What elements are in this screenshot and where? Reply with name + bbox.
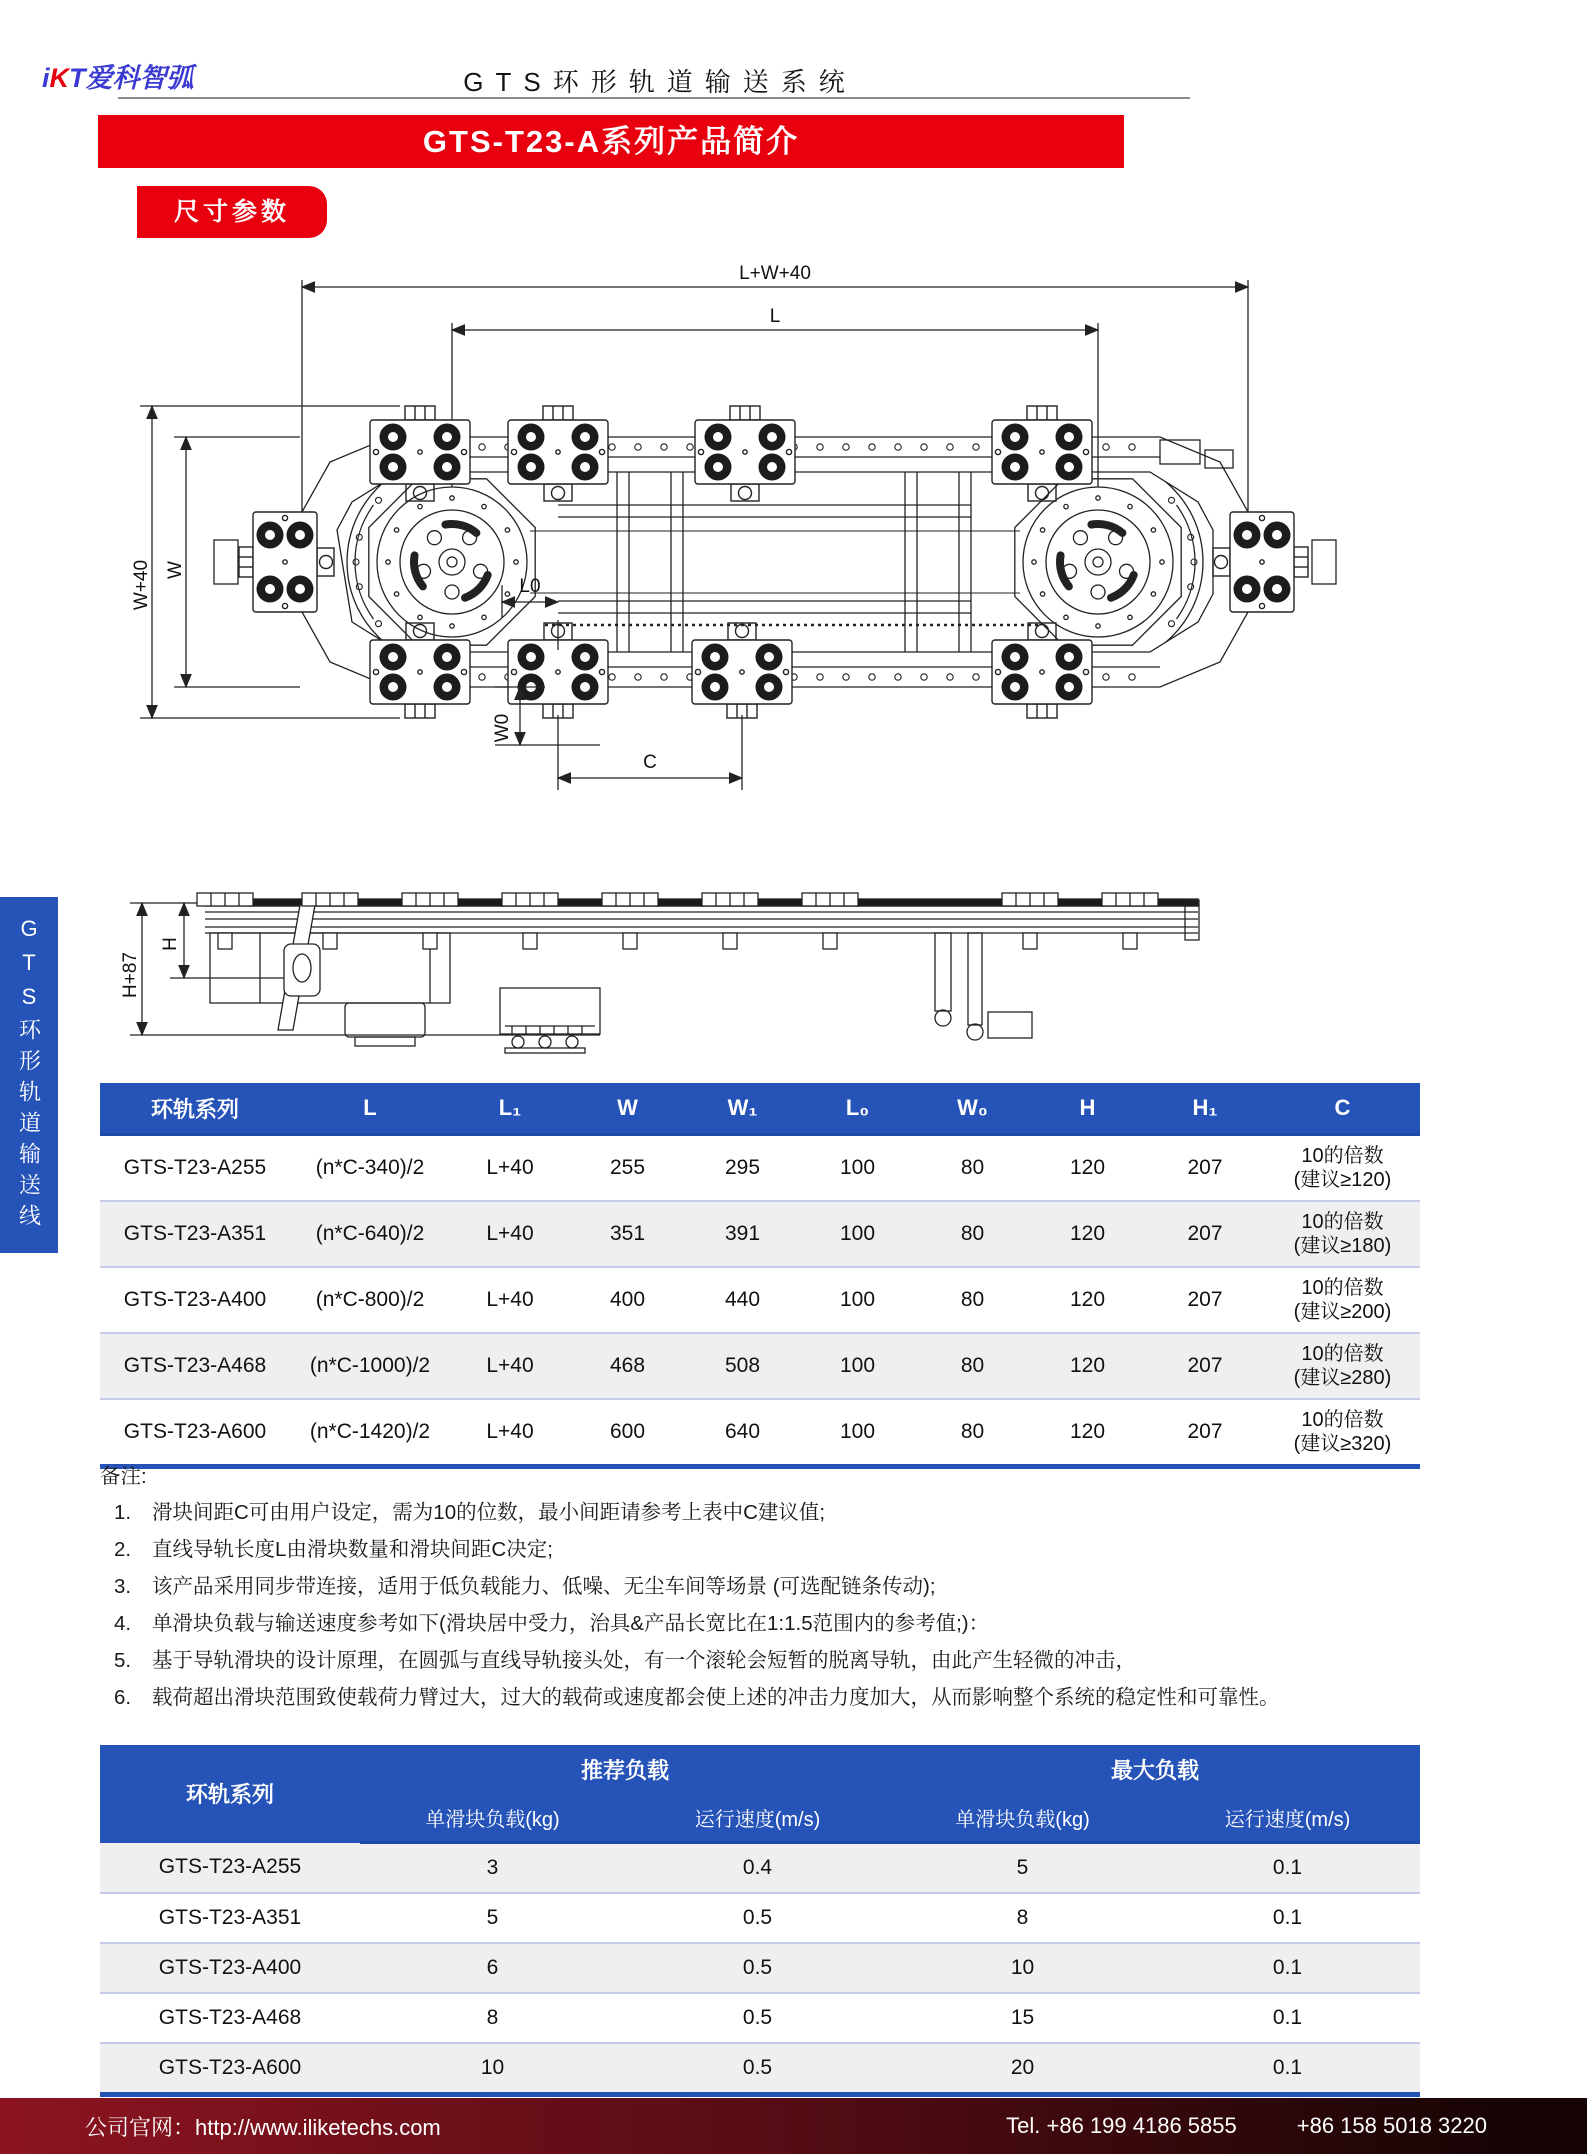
cell: (n*C-640)/2 [290,1201,450,1267]
header-divider [118,97,1190,99]
dim-label-w: W [165,561,186,579]
c-line2: (建议≥120) [1293,1169,1392,1191]
note-item [100,1679,1480,1716]
c-line1: 10的倍数 [1301,1277,1384,1299]
cell: (n*C-340)/2 [315,1156,425,1179]
table-row [100,1893,1420,1943]
cell-series: GTS-T23-A468 [100,1993,360,2043]
cell: 0.1 [1272,1856,1303,1879]
cell-series: GTS-T23-A468 [100,1333,290,1399]
col-header: C [1265,1083,1420,1135]
col-header: W₀ [915,1083,1030,1135]
note-item [100,1494,1480,1531]
cell: 0.5 [625,1893,890,1943]
col-header-series: 环轨系列 [100,1745,360,1843]
note-number: 5. [114,1649,132,1672]
cell: 10 [890,1943,1155,1993]
note-item [100,1642,1480,1679]
cell: 80 [915,1399,1030,1467]
note-item [100,1568,1480,1605]
cell: (n*C-800)/2 [290,1267,450,1333]
cell: 80 [915,1267,1030,1333]
table-row [100,1135,1420,1202]
cell: 508 [685,1333,800,1399]
note-number: 1. [114,1501,132,1524]
cell-series: GTS-T23-A351 [100,1893,360,1943]
cell: 0.5 [625,2043,890,2095]
cell: (n*C-1420)/2 [290,1399,450,1467]
logo-letter-i: i [42,63,50,93]
note-text: 载荷超出滑块范围致使载荷力臂过大，过大的载荷或速度都会使上述的冲击力度加大，从而影响整个系统的稳定性和可靠性。 [152,1686,1280,1709]
table-row [100,1399,1420,1467]
cell: 100 [800,1399,915,1467]
cell: 640 [685,1399,800,1467]
cell: 0.4 [742,1856,773,1879]
note-text: 滑块间距C可由用户设定，需为10的位数，最小间距请参考上表中C建议值; [152,1501,826,1524]
note-text: 该产品采用同步带连接，适用于低负载能力、低噪、无尘车间等场景 (可选配链条传动); [152,1575,936,1598]
logo-letter-t: T [69,63,86,93]
cell: L+40 [450,1333,570,1399]
logo-letter-k: K [49,63,70,93]
cell: 0.5 [625,1943,890,1993]
cell: (n*C-1000)/2 [290,1333,450,1399]
cell: 120 [1030,1333,1145,1399]
dim-label-h: H [160,937,181,951]
cell-c [1265,1399,1420,1467]
note-item [100,1531,1480,1568]
dim-label-l: L [769,306,781,327]
cell: 0.5 [625,1993,890,2043]
col-header: L [290,1083,450,1135]
cell: 5 [360,1893,625,1943]
dim-label-w0: W0 [492,713,513,743]
cell: L+40 [450,1267,570,1333]
cell-series: GTS-T23-A600 [100,1399,290,1467]
cell: 351 [570,1201,685,1267]
c-line2: (建议≥280) [1293,1367,1392,1389]
cell-series: GTS-T23-A400 [100,1267,290,1333]
note-text: 直线导轨长度L由滑块数量和滑块间距C决定; [152,1538,553,1561]
cell: 295 [724,1156,761,1179]
section-tab-dimensions: 尺寸参数 [137,186,327,238]
c-line2: (建议≥180) [1293,1235,1392,1257]
cell-c [1265,1267,1420,1333]
col-header: 环轨系列 [100,1083,290,1135]
cell: 207 [1145,1201,1265,1267]
dim-label-h87: H+87 [120,952,141,998]
phone-number-1: Tel. +86 199 4186 5855 [1006,2113,1237,2138]
cell: 600 [570,1399,685,1467]
dimension-table [100,1083,1420,1469]
notes-section [100,1460,1480,1716]
col-header: H₁ [1145,1083,1265,1135]
table-row [100,1943,1420,1993]
footer-bar [0,2098,1587,2154]
cell: 207 [1145,1333,1265,1399]
c-line1: 10的倍数 [1301,1409,1384,1431]
cell: 100 [839,1156,876,1179]
col-header: H [1030,1083,1145,1135]
cell: 0.1 [1155,2043,1420,2095]
cell: 207 [1145,1267,1265,1333]
note-number: 3. [114,1575,132,1598]
cell: 3 [486,1856,499,1879]
cell: 0.1 [1155,1993,1420,2043]
cell: 400 [570,1267,685,1333]
group-header-recommended: 推荐负载 [360,1745,890,1793]
c-line1: 10的倍数 [1301,1343,1384,1365]
sub-header-load: 单滑块负载(kg) [360,1793,625,1843]
footer-phones [1006,2113,1587,2139]
cell: 100 [800,1201,915,1267]
cell: 120 [1030,1399,1145,1467]
col-header: L₁ [450,1083,570,1135]
sub-header-speed: 运行速度(m/s) [1155,1793,1420,1843]
group-header-max: 最大负载 [890,1745,1420,1793]
table-row [100,1993,1420,2043]
cell: 6 [360,1943,625,1993]
note-number: 2. [114,1538,132,1561]
col-header: L₀ [800,1083,915,1135]
cell: L+40 [450,1201,570,1267]
logo-cn-text: 爱科智弧 [85,63,194,93]
cell: 100 [800,1333,915,1399]
cell: 20 [890,2043,1155,2095]
cell-series: GTS-T23-A255 [158,1855,302,1879]
company-website-link[interactable]: 公司官网：http://www.iliketechs.com [85,2114,441,2140]
sub-header-load: 单滑块负载(kg) [890,1793,1155,1843]
cell: 255 [609,1156,646,1179]
c-line1: 10的倍数 [1301,1211,1384,1233]
page-title: GTS-T23-A系列产品简介 [98,115,1124,168]
col-header: W [570,1083,685,1135]
document-title: GTS环形轨道输送系统 [463,67,857,97]
cell: 80 [915,1201,1030,1267]
note-text: 单滑块负载与输送速度参考如下(滑块居中受力，治具&产品长宽比在1:1.5范围内的参考值;)： [152,1612,990,1635]
table-row [100,1333,1420,1399]
dim-label-lw40: L+W+40 [739,263,811,284]
cell-c [1265,1333,1420,1399]
note-text: 基于导轨滑块的设计原理，在圆弧与直线导轨接头处，有一个滚轮会短暂的脱离导轨，由此产生轻微的冲击， [152,1649,1136,1672]
cell: 0.1 [1155,1893,1420,1943]
top-view-drawing [120,260,1420,795]
table-row [100,1267,1420,1333]
table-row [100,1201,1420,1267]
cell-series: GTS-T23-A255 [123,1156,267,1179]
cell-series: GTS-T23-A600 [100,2043,360,2095]
side-view-drawing [120,850,1240,1060]
cell: 207 [1187,1156,1223,1179]
cell: 8 [360,1993,625,2043]
cell-c [1265,1135,1420,1202]
c-line1: 10的倍数 [1301,1145,1384,1167]
col-header: W₁ [685,1083,800,1135]
notes-title: 备注: [100,1465,147,1488]
cell: L+40 [486,1156,534,1179]
table-row [100,2043,1420,2095]
cell: 391 [685,1201,800,1267]
cell-c [1265,1201,1420,1267]
dim-label-c: C [643,752,657,773]
dimension-table-header-row [100,1083,1420,1135]
cell-series: GTS-T23-A351 [100,1201,290,1267]
c-line2: (建议≥320) [1293,1433,1392,1455]
cell: 15 [890,1993,1155,2043]
cell: 0.1 [1155,1943,1420,1993]
phone-number-2: +86 158 5018 3220 [1296,2113,1487,2138]
load-table-group-row [100,1745,1420,1793]
load-table [100,1745,1420,2097]
cell: 440 [685,1267,800,1333]
cell: 80 [960,1156,985,1179]
cell: 120 [1030,1201,1145,1267]
note-number: 6. [114,1686,132,1709]
cell: L+40 [450,1399,570,1467]
cell: 120 [1030,1267,1145,1333]
cell: 207 [1145,1399,1265,1467]
cell: 5 [1016,1856,1029,1879]
dim-label-w40: W+40 [131,559,152,611]
brand-logo [42,56,194,95]
cell: 10 [360,2043,625,2095]
note-number: 4. [114,1612,132,1635]
note-item [100,1605,1480,1642]
cell: 100 [800,1267,915,1333]
cell-series: GTS-T23-A400 [100,1943,360,1993]
cell: 8 [890,1893,1155,1943]
cell: 468 [570,1333,685,1399]
table-row [100,1843,1420,1894]
side-tab-series: GTS环形轨道输送线 [0,897,58,1253]
c-line2: (建议≥200) [1293,1301,1392,1323]
cell: 80 [915,1333,1030,1399]
cell: 120 [1069,1156,1106,1179]
dim-label-l0: L0 [519,576,541,597]
sub-header-speed: 运行速度(m/s) [625,1793,890,1843]
